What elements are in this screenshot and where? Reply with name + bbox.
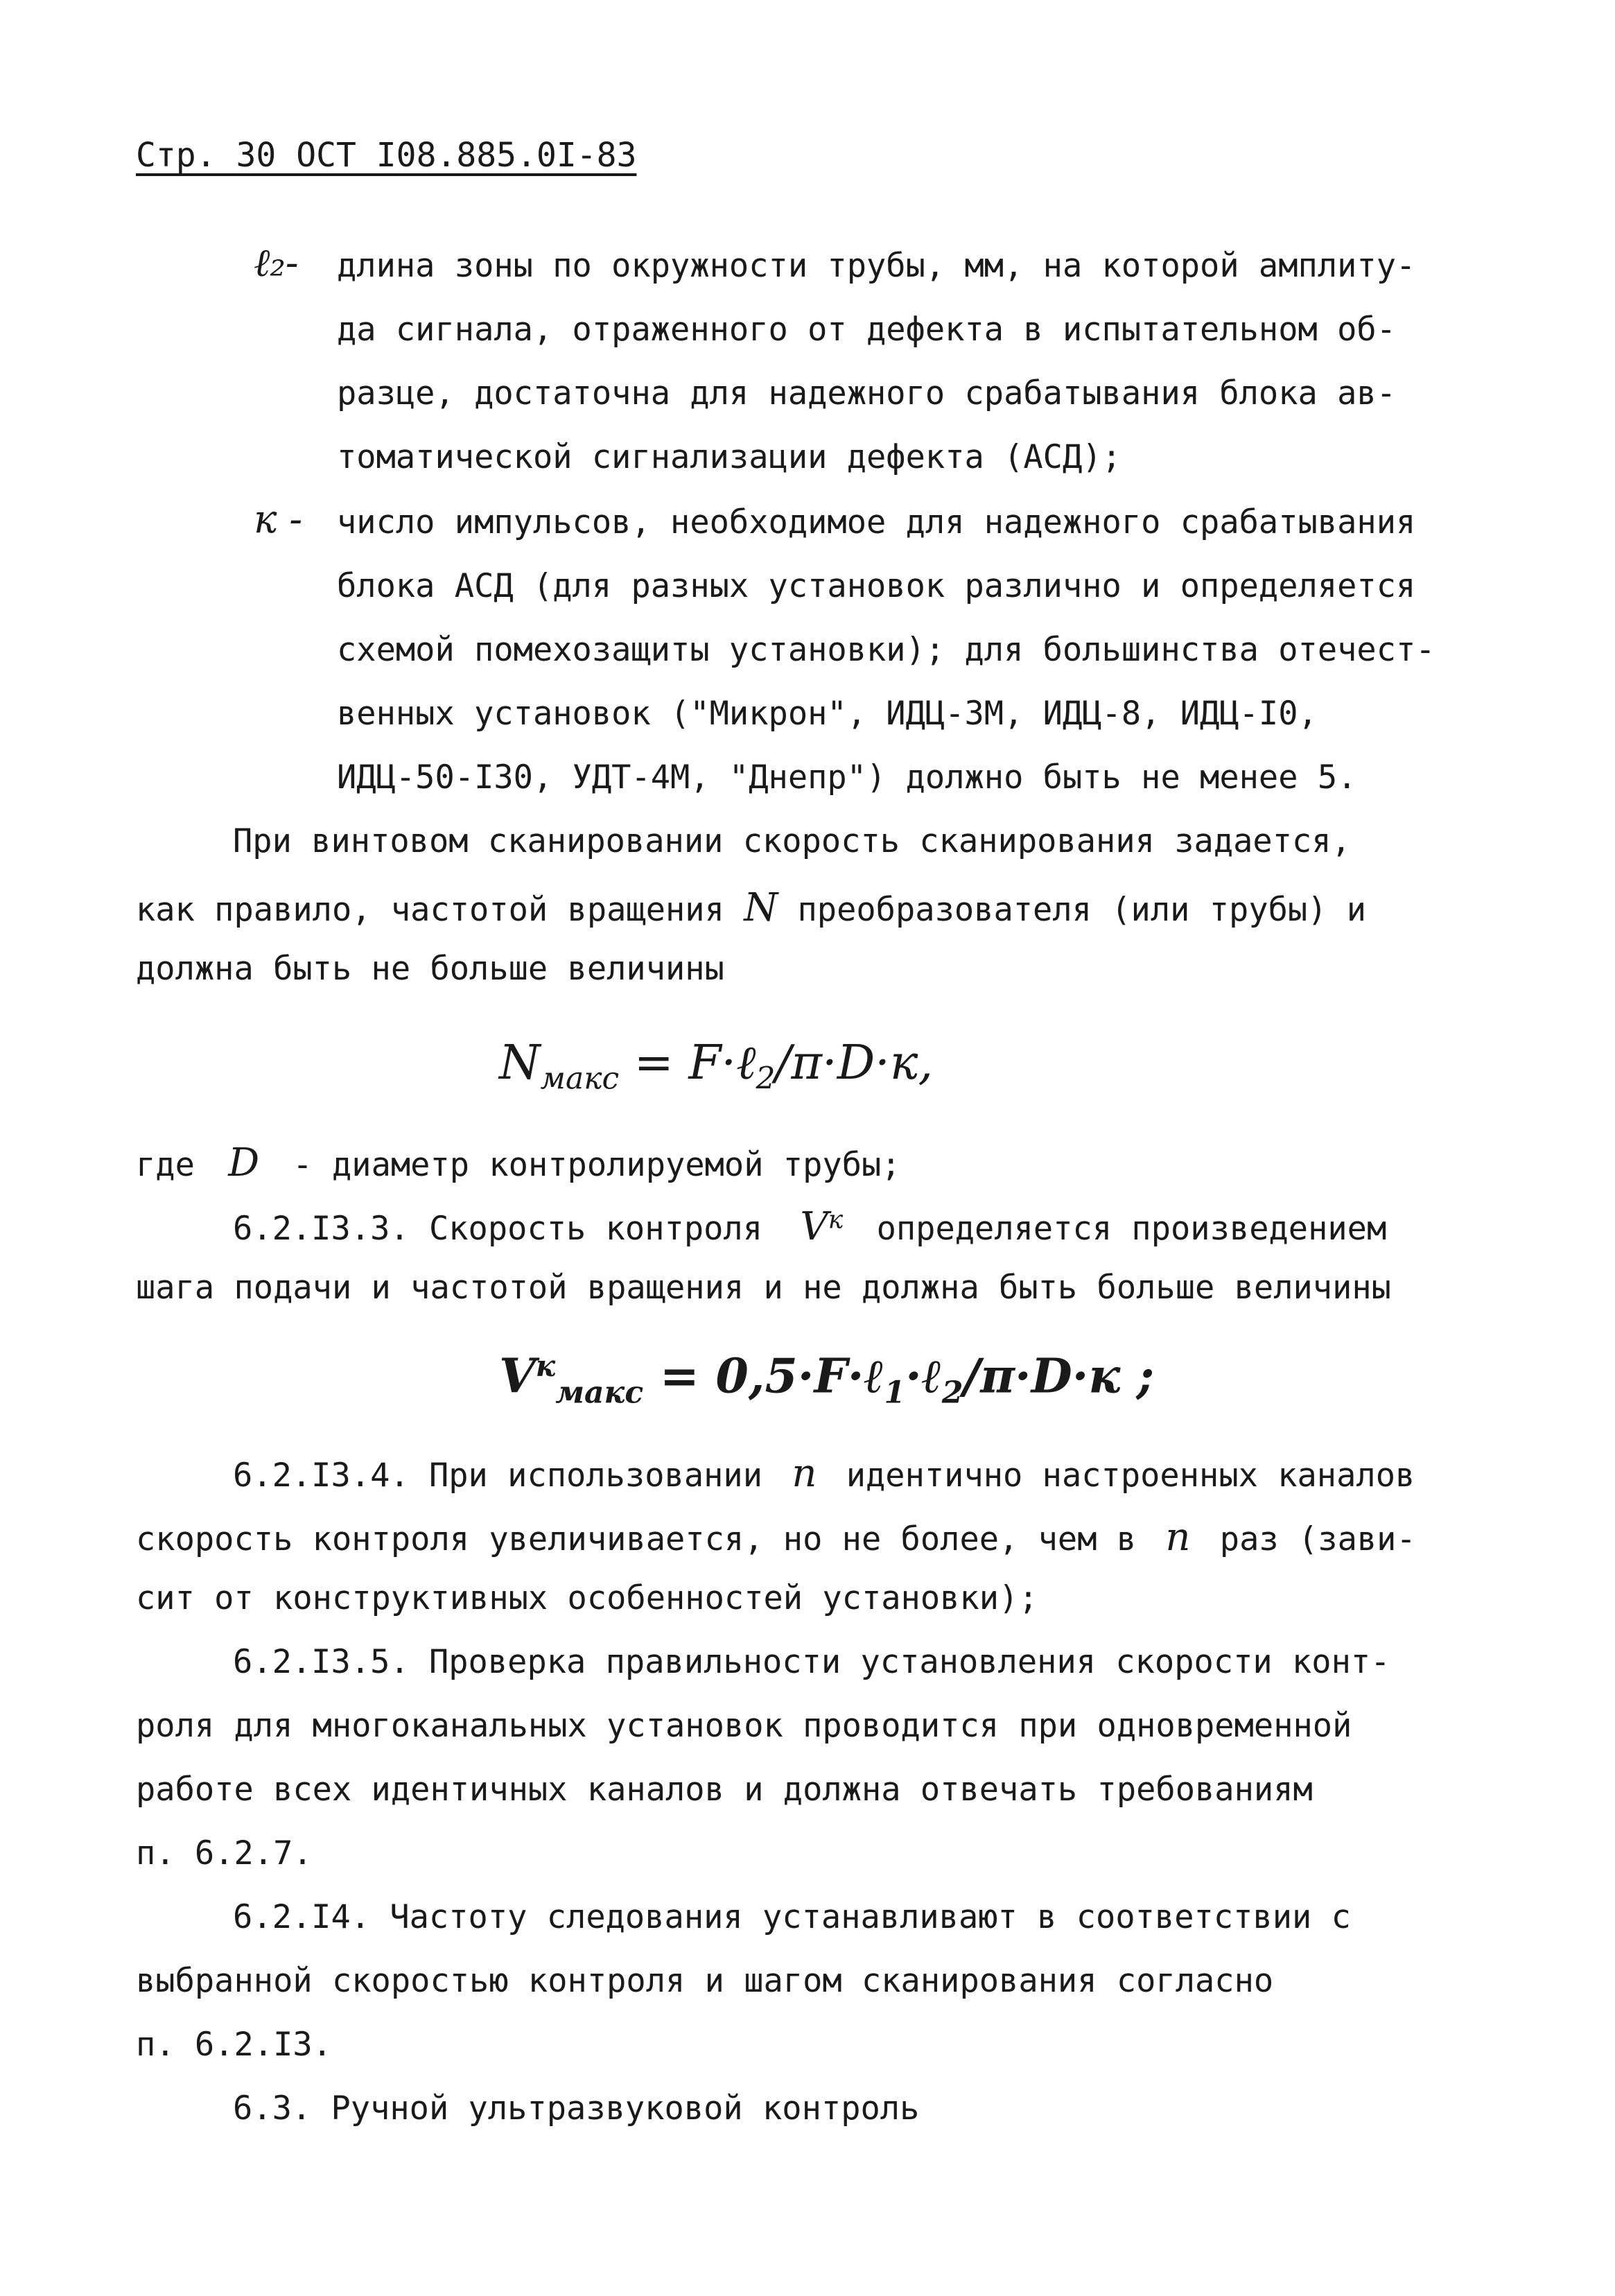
symbol-n: n [1165,1515,1191,1560]
l2-symbol: ℓ₂- [254,241,299,286]
formula-n-max: $N_{макс}$ = F·ℓ$_2$/π·D·к, [499,1036,934,1097]
k-def-line: число импульсов, необходимое для надежного срабатывания [337,503,1416,541]
paragraph-line: выбранной скоростью контроля и шагом сканирования согласно [136,1962,1274,2000]
paragraph-line: сит от конструктивных особенностей установки); [136,1579,1038,1617]
formula-v-max: $V^к_{макс}$ = 0,5·F·ℓ$_1$·ℓ$_2$/π·D·к ; [499,1348,1155,1411]
k-symbol: к - [254,497,303,542]
section-heading: 6.3. Ручной ультразвуковой контроль [233,2089,920,2128]
paragraph-line: 6.2.I3.5. Проверка правильности установления скорости конт- [233,1643,1390,1681]
paragraph-line: работе всех идентичных каналов и должна отвечать требованиям [136,1771,1313,1809]
paragraph-line: п. 6.2.7. [136,1834,313,1872]
paragraph-line: 6.2.I3.4. При использовании n идентично настроенных каналов [233,1451,1415,1496]
symbol-v: V [800,1204,828,1249]
page-header: Стр. 30 ОСТ I08.885.0I-83 [136,136,637,175]
k-def-line: ИДЦ-50-I30, УДТ-4М, "Днепр") должно быть не менее 5. [337,758,1357,797]
l2-def-line: томатической сигнализации дефекта (АСД); [337,438,1121,476]
paragraph-line: должна быть не больше величины [136,950,724,988]
paragraph-line: 6.2.I4. Частоту следования устанавливают в соответствии с [233,1898,1351,1936]
symbol-d: D [228,1140,260,1185]
paragraph-line: шага подачи и частотой вращения и не должна быть больше величины [136,1269,1391,1307]
symbol-n: n [792,1451,817,1496]
l2-def-line: да сигнала, отраженного от дефекта в испытательном об- [337,311,1397,349]
k-def-line: блока АСД (для разных установок различно и определяется [337,567,1416,605]
l2-def-line: разце, достаточна для надежного срабатывания блока ав- [337,374,1397,412]
paragraph-line: роля для многоканальных установок проводится при одновременной [136,1707,1352,1745]
paragraph-line: как правило, частотой вращения N преобразователя (или трубы) и [136,885,1367,930]
where-d-line: где D - диаметр контролируемой трубы; [136,1140,901,1185]
paragraph-line: При винтовом сканировании скорость сканирования задается, [233,822,1351,860]
paragraph-line: скорость контроля увеличивается, но не более, чем в n раз (зави- [136,1515,1416,1560]
symbol-n-rotation: N [744,885,778,930]
l2-def-line: длина зоны по окружности трубы, мм, на которой амплиту- [337,247,1416,285]
k-def-line: схемой помехозащиты установки); для большинства отечест- [337,631,1435,669]
k-def-line: венных установок ("Микрон", ИДЦ-3М, ИДЦ-8, ИДЦ-I0, [337,695,1318,733]
paragraph-line: п. 6.2.I3. [136,2026,332,2064]
paragraph-line: 6.2.I3.3. Скорость контроля $V^к$ определяется произведением [233,1204,1387,1249]
